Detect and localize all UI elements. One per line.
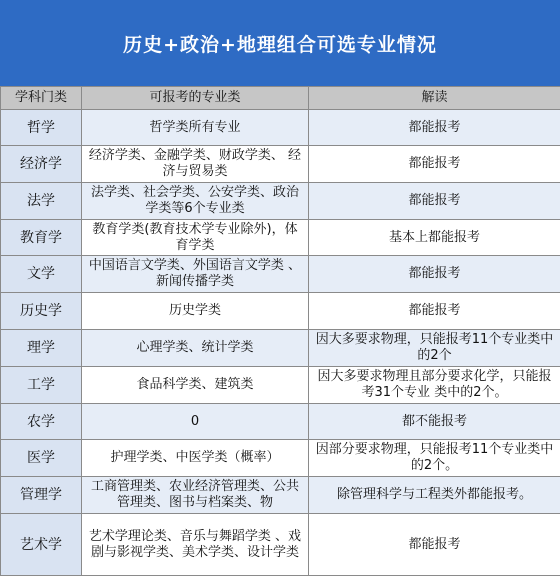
major-cell: 中国语言文学类、外国语言文学类 、新闻传播学类	[82, 256, 309, 293]
note-cell: 因大多要求物理且部分要求化学，只能报考31个专业 类中的2个。	[309, 367, 560, 404]
table-row	[1, 220, 560, 256]
subject-cell: 医学	[1, 440, 82, 477]
table-row	[1, 514, 560, 576]
major-cell: 艺术学理论类、音乐与舞蹈学类 、戏剧与影视学类、美术学类、设计学类	[82, 514, 309, 576]
subject-cell: 农学	[1, 404, 82, 440]
subject-cell: 哲学	[1, 110, 82, 146]
major-cell: 工商管理类、农业经济管理类、公共管理类、图书与档案类、物	[82, 477, 309, 514]
major-cell: 0	[82, 404, 309, 440]
note-cell: 因大多要求物理，只能报考11个专业类中的2个	[309, 330, 560, 367]
major-cell: 哲学类所有专业	[82, 110, 309, 146]
subject-cell: 理学	[1, 330, 82, 367]
note-cell: 都能报考	[309, 110, 560, 146]
table-row	[1, 293, 560, 330]
subject-cell: 历史学	[1, 293, 82, 330]
table-row	[1, 440, 560, 477]
table-row	[1, 404, 560, 440]
major-cell: 法学类、社会学类、公安学类、政治学类等6个专业类	[82, 183, 309, 220]
subject-cell: 文学	[1, 256, 82, 293]
note-cell: 基本上都能报考	[309, 220, 560, 256]
subject-cell: 教育学	[1, 220, 82, 256]
subject-cell: 艺术学	[1, 514, 82, 576]
note-cell: 都能报考	[309, 146, 560, 183]
table-row	[1, 146, 560, 183]
header-note: 解读	[309, 87, 560, 110]
major-cell: 历史学类	[82, 293, 309, 330]
note-cell: 因部分要求物理，只能报考11个专业类中的2个。	[309, 440, 560, 477]
note-cell: 都能报考	[309, 256, 560, 293]
major-cell: 护理学类、中医学类（概率）	[82, 440, 309, 477]
note-cell: 都能报考	[309, 293, 560, 330]
header-subject: 学科门类	[1, 87, 82, 110]
subject-cell: 法学	[1, 183, 82, 220]
header-major: 可报考的专业类	[82, 87, 309, 110]
major-cell: 教育学类(教育技术学专业除外)，体育学类	[82, 220, 309, 256]
note-cell: 除管理科学与工程类外都能报考。	[309, 477, 560, 514]
major-cell: 经济学类、金融学类、财政学类、 经济与贸易类	[82, 146, 309, 183]
table-row	[1, 330, 560, 367]
subject-cell: 管理学	[1, 477, 82, 514]
major-cell: 心理学类、统计学类	[82, 330, 309, 367]
table-title: 历史+政治+地理组合可选专业情况	[0, 0, 560, 86]
note-cell: 都能报考	[309, 514, 560, 576]
table-row	[1, 183, 560, 220]
major-cell: 食品科学类、建筑类	[82, 367, 309, 404]
table-header-row	[1, 87, 560, 110]
majors-table	[0, 86, 560, 576]
table-row	[1, 367, 560, 404]
note-cell: 都不能报考	[309, 404, 560, 440]
table-row	[1, 256, 560, 293]
table-row	[1, 110, 560, 146]
subject-cell: 工学	[1, 367, 82, 404]
table-row	[1, 477, 560, 514]
note-cell: 都能报考	[309, 183, 560, 220]
subject-cell: 经济学	[1, 146, 82, 183]
